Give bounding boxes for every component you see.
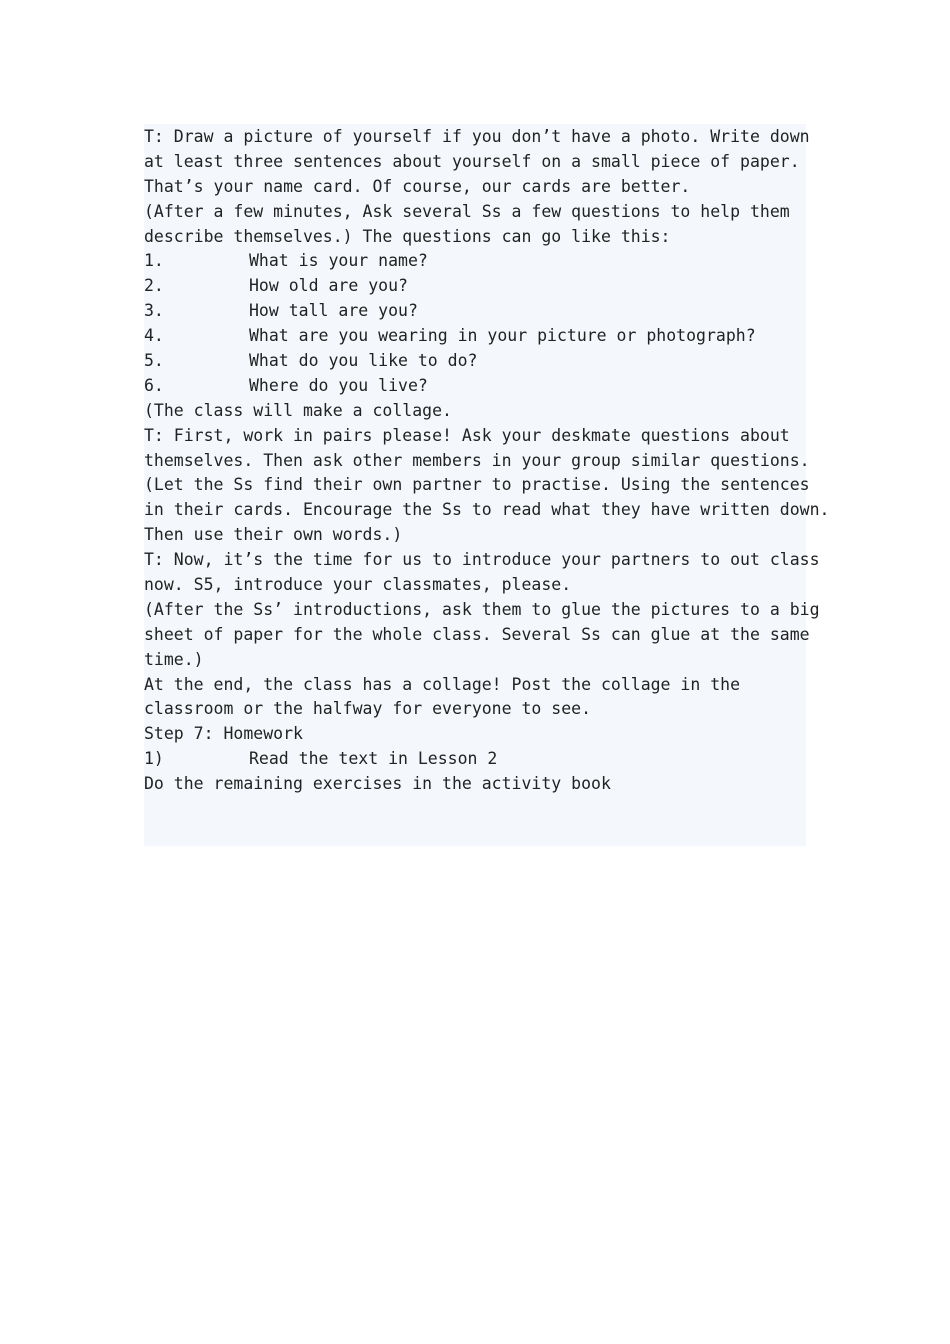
question-text: Where do you live? — [249, 375, 428, 395]
question-number: 4. — [144, 326, 164, 346]
question-item — [144, 249, 806, 274]
text-block — [144, 124, 830, 846]
question-text: What are you wearing in your picture or photograph? — [249, 326, 756, 346]
paragraph-line: (After a few minutes, Ask several Ss a few questions to help them — [144, 201, 790, 221]
question-number: 1. — [144, 251, 164, 271]
section-heading: Step 7: Homework — [144, 724, 303, 744]
question-number: 3. — [144, 301, 164, 321]
paragraph-line: sheet of paper for the whole class. Several Ss can glue at the same — [144, 624, 810, 644]
paragraph-line: classroom or the halfway for everyone to see. — [144, 699, 592, 719]
question-number: 5. — [144, 351, 164, 371]
paragraph-line: Then use their own words.) — [144, 525, 403, 545]
paragraph-line: time.) — [144, 649, 204, 669]
question-item — [144, 349, 806, 374]
question-item — [144, 274, 806, 299]
question-text: How old are you? — [249, 276, 408, 296]
question-number: 2. — [144, 276, 164, 296]
paragraph-line: (The class will make a collage. — [144, 400, 452, 420]
paragraph-line: At the end, the class has a collage! Post the collage in the — [144, 674, 741, 694]
paragraph-line: (Let the Ss find their own partner to practise. Using the sentences — [144, 475, 810, 495]
paragraph-line: (After the Ss’ introductions, ask them to glue the pictures to a big — [144, 599, 820, 619]
paragraph-line: That’s your name card. Of course, our cards are better. — [144, 176, 691, 196]
question-item — [144, 324, 806, 349]
paragraph-line: describe themselves.) The questions can go like this: — [144, 226, 671, 246]
question-number: 6. — [144, 375, 164, 395]
question-text: What is your name? — [249, 251, 428, 271]
homework-text: Read the text in Lesson 2 — [249, 749, 498, 769]
question-item — [144, 299, 806, 324]
paragraph-line: T: Now, it’s the time for us to introduce your partners to out class — [144, 550, 820, 570]
paragraph-line: T: First, work in pairs please! Ask your deskmate questions about — [144, 425, 790, 445]
question-text: How tall are you? — [249, 301, 418, 321]
paragraph-line: T: Draw a picture of yourself if you don’t have a photo. Write down — [144, 127, 810, 146]
homework-item — [144, 747, 806, 772]
homework-number: 1) — [144, 749, 164, 769]
final-line: Do the remaining exercises in the activity book — [144, 774, 611, 794]
question-item — [144, 374, 806, 399]
paragraph-line: now. S5, introduce your classmates, please. — [144, 575, 572, 595]
paragraph-line: in their cards. Encourage the Ss to read what they have written down. — [144, 500, 830, 520]
question-text: What do you like to do? — [249, 351, 478, 371]
paragraph-line: at least three sentences about yourself on a small piece of paper. — [144, 151, 800, 171]
paragraph-line: themselves. Then ask other members in your group similar questions. — [144, 450, 810, 470]
